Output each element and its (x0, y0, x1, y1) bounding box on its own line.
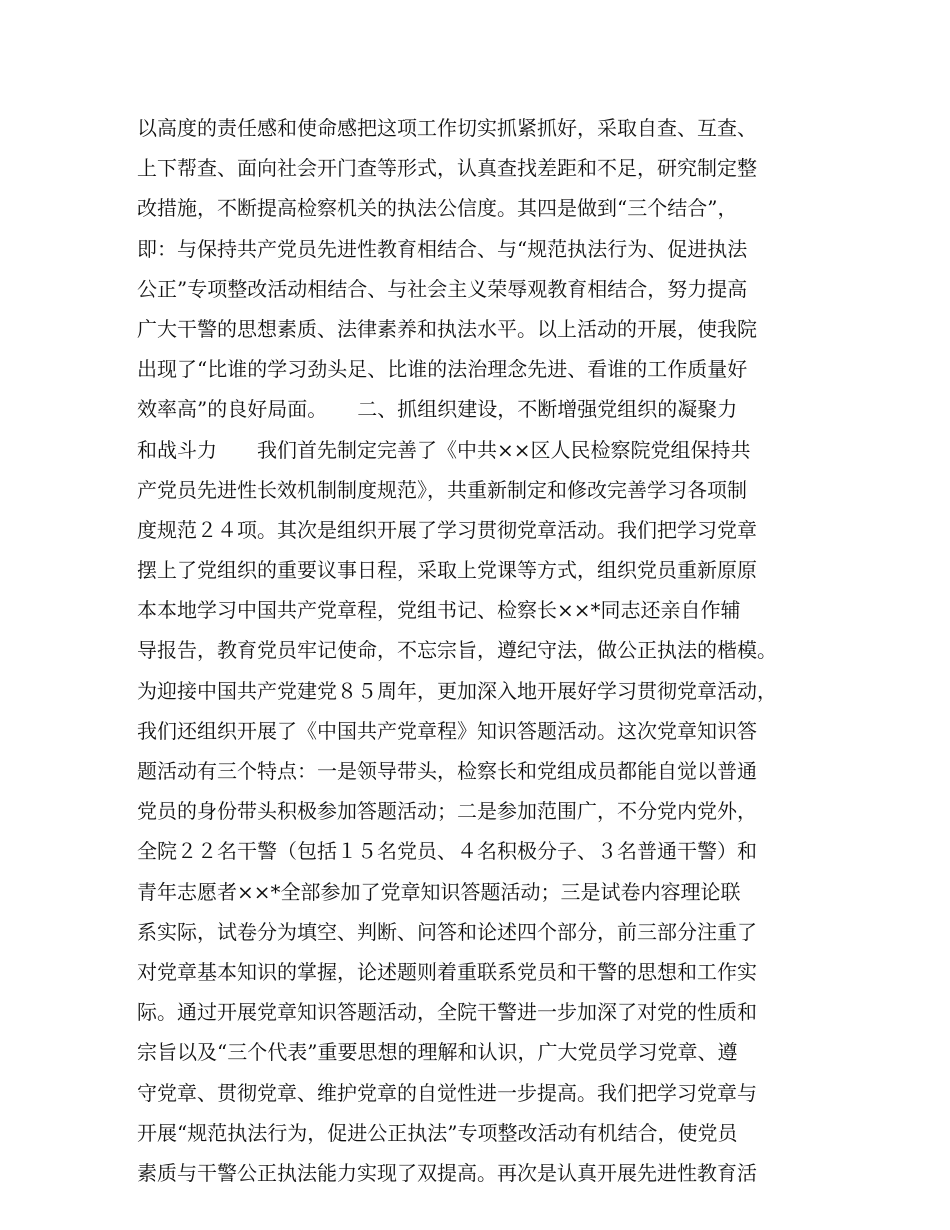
text-line: 开展“规范执法行为，促进公正执法”专项整改活动有机结合，使党员 (137, 1120, 738, 1145)
text-line: 素质与干警公正执法能力实现了双提高。再次是认真开展先进性教育活 (137, 1160, 757, 1185)
text-line: 导报告，教育党员牢记使命，不忘宗旨，遵纪守法，做公正执法的楷模。 (137, 638, 777, 663)
body-text (137, 108, 827, 1193)
text-line: 广大干警的思想素质、法律素养和执法水平。以上活动的开展，使我院 (137, 316, 757, 341)
text-line: 守党章、贯彻党章、维护党章的自觉性进一步提高。我们把学习党章与 (137, 1080, 757, 1105)
text-line: 度规范２４项。其次是组织开展了学习贯彻党章活动。我们把学习党章 (137, 517, 757, 542)
text-line: 宗旨以及“三个代表”重要思想的理解和认识，广大党员学习党章、遵 (137, 1040, 738, 1065)
text-line: 我们还组织开展了《中国共产党章程》知识答题活动。这次党章知识答 (137, 718, 757, 743)
text-line: 全院２２名干警（包括１５名党员、４名积极分子、３名普通干警）和 (137, 839, 757, 864)
text-line: 题活动有三个特点：一是领导带头，检察长和党组成员都能自觉以普通 (137, 759, 757, 783)
text-line: 本本地学习中国共产党章程，党组书记、检察长××*同志还亲自作辅 (137, 598, 741, 623)
text-line: 以高度的责任感和使命感把这项工作切实抓紧抓好，采取自查、互查、 (137, 116, 757, 140)
text-line: 际。通过开展党章知识答题活动，全院干警进一步加深了对党的性质和 (137, 1000, 757, 1025)
text-line: 即：与保持共产党员先进性教育相结合、与“规范执法行为、促进执法 (137, 236, 748, 261)
text-line: 青年志愿者××*全部参加了党章知识答题活动；三是试卷内容理论联 (137, 879, 741, 904)
text-line: 党员的身份带头积极参加答题活动；二是参加范围广，不分党内党外， (137, 799, 757, 824)
text-line: 和战斗力 我们首先制定完善了《中共××区人民检察院党组保持共 (137, 437, 751, 462)
text-line: 对党章基本知识的掌握，论述题则着重联系党员和干警的思想和工作实 (137, 959, 757, 984)
text-line: 为迎接中国共产党建党８５周年，更加深入地开展好学习贯彻党章活动， (137, 678, 777, 703)
text-line: 出现了“比谁的学习劲头足、比谁的法治理念先进、看谁的工作质量好 (137, 357, 748, 382)
text-line: 改措施，不断提高检察机关的执法公信度。其四是做到“三个结合”， (137, 196, 738, 221)
text-line: 系实际，试卷分为填空、判断、问答和论述四个部分，前三部分注重了 (137, 919, 757, 944)
text-line: 摆上了党组织的重要议事日程，采取上党课等方式，组织党员重新原原 (137, 558, 757, 583)
text-line: 产党员先进性长效机制制度规范》，共重新制定和修改完善学习各项制 (137, 477, 747, 502)
text-line: 公正”专项整改活动相结合、与社会主义荣辱观教育相结合，努力提高 (137, 276, 748, 301)
text-line: 效率高”的良好局面。 二、抓组织建设，不断增强党组织的凝聚力 (137, 397, 738, 422)
text-line: 上下帮查、面向社会开门查等形式，认真查找差距和不足，研究制定整 (137, 156, 757, 181)
